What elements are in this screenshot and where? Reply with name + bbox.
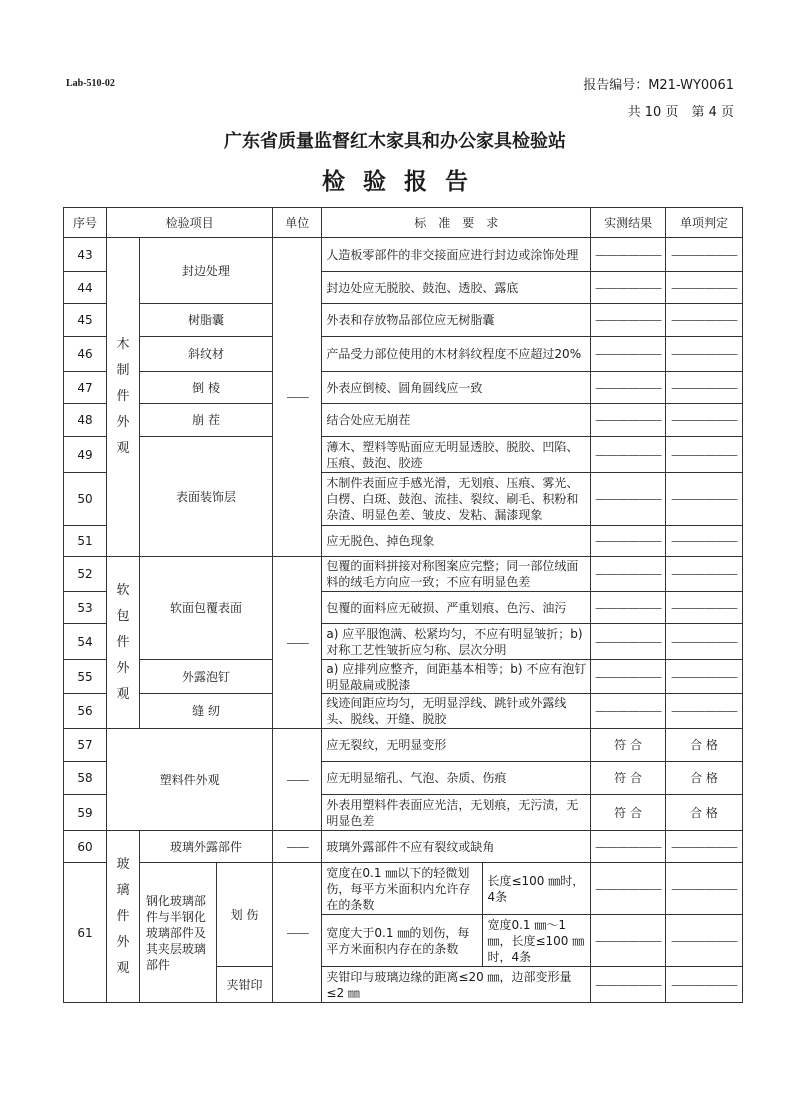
table-row	[64, 437, 743, 473]
result: ——————	[591, 915, 666, 967]
requirement: 外表应倒棱、圆角圆线应一致	[322, 372, 591, 404]
row-number: 48	[64, 404, 107, 437]
requirement: 夹钳印与玻璃边缘的距离≤20 ㎜，边部变形量≤2 ㎜	[322, 967, 591, 1003]
organization-name: 广东省质量监督红木家具和办公家具检验站	[224, 131, 566, 152]
group-label: 玻璃件外观	[107, 831, 140, 1003]
verdict: ——————	[666, 592, 743, 624]
verdict: 合 格	[666, 729, 743, 762]
col-seq: 序号	[64, 208, 107, 238]
verdict: ——————	[666, 660, 743, 694]
verdict: ——————	[666, 304, 743, 337]
item-name: 玻璃外露部件	[139, 831, 272, 863]
verdict: ——————	[666, 967, 743, 1003]
item-name: 钢化玻璃部件与半钢化玻璃部件及其夹层玻璃部件	[139, 863, 216, 1003]
requirement: 结合处应无崩茬	[322, 404, 591, 437]
requirement-limit: 宽度0.1 ㎜～1 ㎜，长度≤100 ㎜时，4条	[483, 915, 591, 967]
result: ——————	[591, 304, 666, 337]
requirement: 宽度大于0.1 ㎜的划伤，每平方米面积内存在的条数	[322, 915, 483, 967]
row-number: 50	[64, 473, 107, 526]
verdict: ——————	[666, 337, 743, 372]
sub-item-scratch: 划 伤	[216, 863, 272, 967]
table-row	[64, 694, 743, 729]
col-req: 标 准 要 求	[322, 208, 591, 238]
table-row	[64, 238, 743, 272]
item-name: 软面包覆表面	[139, 557, 272, 660]
row-number: 43	[64, 238, 107, 272]
row-number: 59	[64, 795, 107, 831]
requirement: 外表和存放物品部位应无树脂囊	[322, 304, 591, 337]
verdict: ——————	[666, 272, 743, 304]
requirement: 封边处应无脱胶、鼓泡、透胶、露底	[322, 272, 591, 304]
verdict: ——————	[666, 694, 743, 729]
requirement: 木制件表面应手感光滑，无划痕、压痕、雾光、白楞、白斑、鼓泡、流挂、裂纹、刷毛、积粉和杂渣、明显色差、皱皮、发粘、漏漆现象	[322, 473, 591, 526]
row-number: 54	[64, 624, 107, 660]
item-name: 树脂囊	[139, 304, 272, 337]
requirement: a) 应排列应整齐，间距基本相等；b) 不应有泡钉明显敲扁或脱漆	[322, 660, 591, 694]
row-number: 44	[64, 272, 107, 304]
verdict: 合 格	[666, 795, 743, 831]
unit-cell: ——	[273, 831, 322, 863]
item-name: 崩 茬	[139, 404, 272, 437]
item-name: 表面装饰层	[139, 437, 272, 557]
unit-cell: ——	[273, 729, 322, 831]
verdict: ——————	[666, 831, 743, 863]
verdict: ——————	[666, 238, 743, 272]
table-row	[64, 404, 743, 437]
requirement: 宽度在0.1 ㎜以下的轻微划伤，每平方米面积内允许存在的条数	[322, 863, 483, 915]
item-name: 倒 棱	[139, 372, 272, 404]
inspection-table	[63, 207, 743, 1003]
result: 符 合	[591, 729, 666, 762]
unit-cell: ——	[273, 863, 322, 1003]
result: ——————	[591, 557, 666, 592]
table-row	[64, 863, 743, 915]
row-number: 55	[64, 660, 107, 694]
verdict: ——————	[666, 473, 743, 526]
result: ——————	[591, 272, 666, 304]
row-number: 60	[64, 831, 107, 863]
verdict: 合 格	[666, 762, 743, 795]
result: ——————	[591, 863, 666, 915]
item-name: 塑料件外观	[107, 729, 273, 831]
col-verdict: 单项判定	[666, 208, 743, 238]
result: ——————	[591, 967, 666, 1003]
table-row	[64, 660, 743, 694]
lab-code: Lab-510-02	[66, 78, 115, 89]
requirement: 人造板零部件的非交接面应进行封边或涂饰处理	[322, 238, 591, 272]
verdict: ——————	[666, 526, 743, 557]
result: ——————	[591, 624, 666, 660]
result: ——————	[591, 238, 666, 272]
result: ——————	[591, 831, 666, 863]
requirement-limit: 长度≤100 ㎜时，4条	[483, 863, 591, 915]
result: ——————	[591, 592, 666, 624]
unit-cell: ——	[273, 238, 322, 557]
requirement: 包覆的面料拼接对称图案应完整；同一部位绒面料的绒毛方向应一致；不应有明显色差	[322, 557, 591, 592]
row-number: 51	[64, 526, 107, 557]
requirement: 玻璃外露部件不应有裂纹或缺角	[322, 831, 591, 863]
verdict: ——————	[666, 557, 743, 592]
red-seal-stamp	[772, 212, 790, 372]
item-name: 封边处理	[139, 238, 272, 304]
requirement: 线迹间距应均匀，无明显浮线、跳针或外露线头、脱线、开缝、脱胶	[322, 694, 591, 729]
result: ——————	[591, 660, 666, 694]
row-number: 49	[64, 437, 107, 473]
verdict: ——————	[666, 863, 743, 915]
item-name: 斜纹材	[139, 337, 272, 372]
requirement: 应无裂纹，无明显变形	[322, 729, 591, 762]
table-row	[64, 557, 743, 592]
table-row	[64, 372, 743, 404]
group-label: 木制件外观	[107, 238, 140, 557]
col-unit: 单位	[273, 208, 322, 238]
table-row	[64, 337, 743, 372]
table-row	[64, 304, 743, 337]
verdict: ——————	[666, 624, 743, 660]
result: ——————	[591, 372, 666, 404]
result: ——————	[591, 526, 666, 557]
verdict: ——————	[666, 372, 743, 404]
requirement: 外表用塑料件表面应光洁，无划痕，无污渍，无明显色差	[322, 795, 591, 831]
col-item: 检验项目	[107, 208, 273, 238]
row-number: 45	[64, 304, 107, 337]
result: 符 合	[591, 795, 666, 831]
report-title: 检验报告	[322, 169, 486, 195]
group-label: 软包件外观	[107, 557, 140, 729]
row-number: 47	[64, 372, 107, 404]
requirement: 应无脱色、掉色现象	[322, 526, 591, 557]
table-row	[64, 729, 743, 762]
result: ——————	[591, 337, 666, 372]
row-number: 56	[64, 694, 107, 729]
requirement: 包覆的面料应无破损、严重划痕、色污、油污	[322, 592, 591, 624]
verdict: ——————	[666, 404, 743, 437]
result: ——————	[591, 473, 666, 526]
header-row	[64, 208, 743, 238]
row-number: 61	[64, 863, 107, 1003]
table-row	[64, 831, 743, 863]
page-info: 共 10 页 第 4 页	[627, 105, 734, 120]
unit-cell: ——	[273, 557, 322, 729]
result: ——————	[591, 437, 666, 473]
item-name: 缝 纫	[139, 694, 272, 729]
requirement: 产品受力部位使用的木材斜纹程度不应超过20%	[322, 337, 591, 372]
requirement: 应无明显缩孔、气泡、杂质、伤痕	[322, 762, 591, 795]
requirement: a) 应平服饱满、松紧均匀，不应有明显皱折；b) 对称工艺性皱折应匀称、层次分明	[322, 624, 591, 660]
row-number: 46	[64, 337, 107, 372]
requirement: 薄木、塑料等贴面应无明显透胶、脱胶、凹陷、压痕、鼓泡、胶迹	[322, 437, 591, 473]
report-number: 报告编号：M21-WY0061	[583, 78, 734, 93]
row-number: 57	[64, 729, 107, 762]
col-result: 实测结果	[591, 208, 666, 238]
item-name: 外露泡钉	[139, 660, 272, 694]
row-number: 52	[64, 557, 107, 592]
result: ——————	[591, 694, 666, 729]
result: ——————	[591, 404, 666, 437]
row-number: 53	[64, 592, 107, 624]
verdict: ——————	[666, 915, 743, 967]
result: 符 合	[591, 762, 666, 795]
verdict: ——————	[666, 437, 743, 473]
row-number: 58	[64, 762, 107, 795]
sub-item-clamp: 夹钳印	[216, 967, 272, 1003]
